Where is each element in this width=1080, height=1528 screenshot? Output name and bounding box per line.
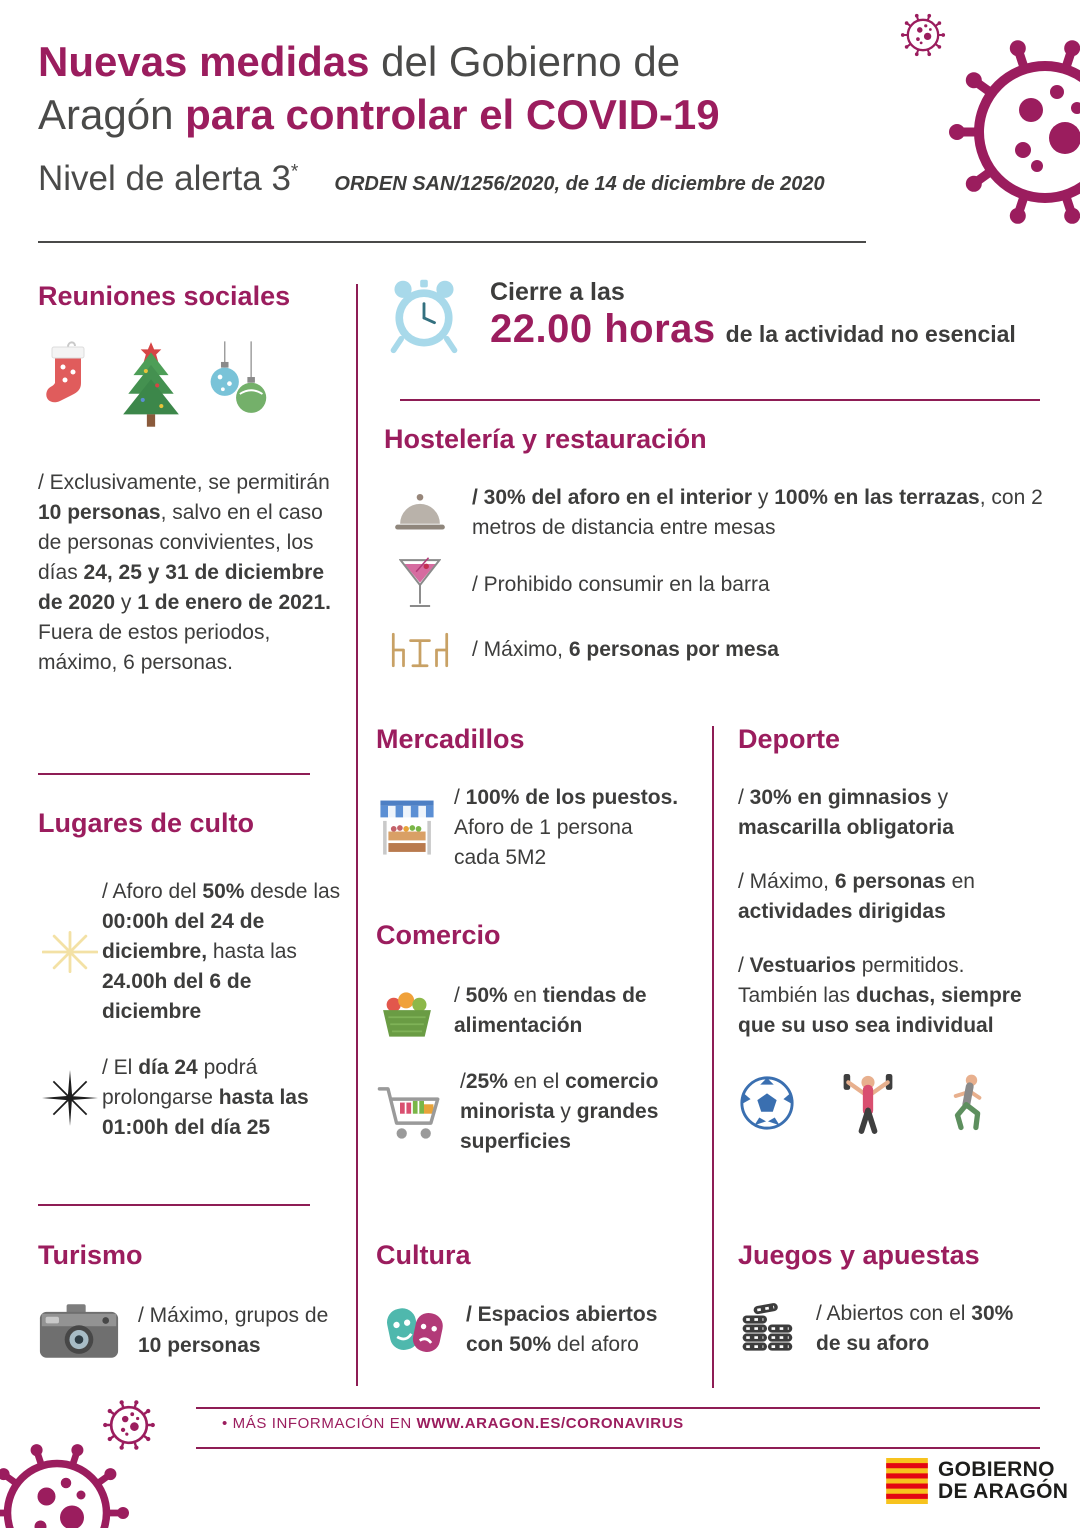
title-line1: Nuevas medidas del Gobierno de (38, 38, 681, 85)
left-divider-1 (38, 773, 310, 775)
cierre-text-block (490, 276, 1016, 352)
title-line2: Aragón para controlar el COVID-19 (38, 90, 720, 138)
camera-icon (38, 1301, 120, 1361)
logo-line-2: DE ARAGÓN (938, 1480, 1069, 1503)
section-title-deporte: Deporte (738, 724, 841, 754)
cultura-text: / Espacios abiertos con 50% del aforo (466, 1302, 658, 1356)
cocktail-icon (384, 557, 456, 613)
sparkle-star-icon (38, 1070, 102, 1126)
column-divider-right (712, 726, 714, 1388)
section-title-juegos: Juegos y apuestas (738, 1240, 980, 1270)
hosteleria-text-2: / Prohibido consumir en la barra (472, 573, 770, 597)
footer-divider-bottom (196, 1447, 1040, 1449)
juegos-item (738, 1299, 1056, 1359)
food-service-icon (384, 489, 456, 537)
hosteleria-text-1: / 30% del aforo en el interior y 100% en las terrazas, con 2 metros de distancia entre mesas (472, 486, 1043, 540)
glow-icon (38, 924, 102, 980)
christmas-icons-row (38, 338, 340, 442)
section-hosteleria (384, 424, 1048, 671)
lugares-text-2: / El día 24 podrá prolongarse hasta las 01:00h del día 25 (102, 1056, 309, 1140)
main-title (38, 36, 878, 141)
hosteleria-text-3: / Máximo, 6 personas por mesa (472, 638, 779, 662)
deporte-icons-row (738, 1069, 1046, 1137)
logo-text (938, 1459, 1068, 1503)
deporte-text-2: / Máximo, 6 personas en actividades dirigidas (738, 870, 975, 924)
comercio-item-1 (376, 981, 688, 1041)
alert-row (38, 159, 878, 199)
alarm-clock-icon (384, 276, 464, 356)
section-reuniones-sociales (38, 281, 340, 678)
section-cierre (384, 276, 1048, 356)
cierre-time-line (490, 307, 1016, 352)
coronavirus-large-icon (945, 32, 1080, 237)
christmas-stocking-icon (38, 338, 98, 420)
mercadillos-item (376, 783, 688, 873)
cultura-item (376, 1297, 698, 1363)
section-lugares-de-culto (38, 808, 346, 1143)
hosteleria-item-3 (384, 629, 1048, 671)
reuniones-text: / Exclusivamente, se permitirán 10 personas, salvo en el caso de personas convivientes, los días 24, 25 y 31 de diciembre de 2020 y 1 de enero de 2021. Fuera de estos periodos, máximo, 6 personas. (38, 471, 332, 675)
cierre-time: 22.00 horas (490, 307, 716, 351)
comercio-text-1: / 50% en tiendas de alimentación (454, 984, 647, 1038)
aragon-flag-icon (886, 1458, 928, 1504)
footer-divider-top (196, 1407, 1040, 1409)
section-juegos-y-apuestas (738, 1240, 1056, 1359)
lugares-item-2 (38, 1053, 346, 1143)
section-title-reuniones: Reuniones sociales (38, 281, 291, 311)
turismo-text: / Máximo, grupos de 10 personas (138, 1304, 329, 1358)
logo-line-1: GOBIERNO (938, 1457, 1055, 1481)
runner-icon (940, 1069, 996, 1137)
alert-footnote-mark: * (290, 161, 299, 183)
lugares-item-1 (38, 877, 346, 1027)
section-title-cultura: Cultura (376, 1240, 471, 1270)
footer-info: • MÁS INFORMACIÓN EN WWW.ARAGON.ES/CORONAVIRUS (222, 1415, 684, 1432)
deporte-text-3: / Vestuarios permitidos. También las duchas, siempre que su uso sea individual (738, 954, 1022, 1038)
column-divider-left (356, 284, 358, 1386)
section-mercadillos (376, 724, 688, 873)
weightlifter-icon (838, 1069, 898, 1137)
shopping-cart-icon (376, 1078, 448, 1146)
section-title-mercadillos: Mercadillos (376, 724, 525, 754)
mercadillos-text: / 100% de los puestos. Aforo de 1 persona cada 5M2 (454, 786, 679, 870)
alert-level: Nivel de alerta 3* (38, 159, 299, 198)
terrace-table-icon (384, 629, 456, 671)
header (38, 36, 878, 199)
turismo-item (38, 1301, 348, 1361)
christmas-tree-icon (114, 338, 188, 436)
coronavirus-large-icon-footer (0, 1438, 132, 1528)
order-reference: ORDEN SAN/1256/2020, de 14 de diciembre de 2020 (334, 173, 825, 195)
juegos-text: / Abiertos con el 30% de su aforo (816, 1302, 1014, 1356)
hosteleria-item-1 (384, 483, 1048, 543)
section-title-turismo: Turismo (38, 1240, 143, 1270)
comercio-text-2: /25% en el comercio minorista y grandes superficies (460, 1070, 659, 1154)
cierre-suffix: de la actividad no esencial (725, 321, 1016, 347)
section-comercio (376, 920, 688, 1157)
poker-chips-icon (738, 1301, 796, 1357)
theater-masks-icon (376, 1297, 452, 1363)
hosteleria-item-2 (384, 557, 1048, 613)
food-basket-icon (376, 981, 438, 1041)
left-divider-2 (38, 1204, 310, 1206)
header-divider (38, 241, 866, 243)
section-turismo (38, 1240, 348, 1361)
comercio-item-2 (376, 1067, 688, 1157)
section-cultura (376, 1240, 698, 1363)
section-title-hosteleria: Hostelería y restauración (384, 424, 707, 454)
gobierno-aragon-logo (886, 1458, 1068, 1504)
section-title-comercio: Comercio (376, 920, 501, 950)
section-deporte (738, 724, 1046, 1137)
lugares-text-1: / Aforo del 50% desde las 00:00h del 24 de diciembre, hasta las 24.00h del 6 de diciembre (102, 880, 341, 1024)
market-stall-icon (376, 797, 438, 859)
ornaments-icon (204, 338, 270, 434)
cierre-divider (400, 399, 1040, 401)
deporte-text-1: / 30% en gimnasios y mascarilla obligatoria (738, 786, 954, 840)
soccer-ball-icon (738, 1074, 796, 1132)
cierre-intro: Cierre a las (490, 278, 625, 306)
coronavirus-small-icon (900, 12, 946, 63)
section-title-lugares: Lugares de culto (38, 808, 255, 838)
